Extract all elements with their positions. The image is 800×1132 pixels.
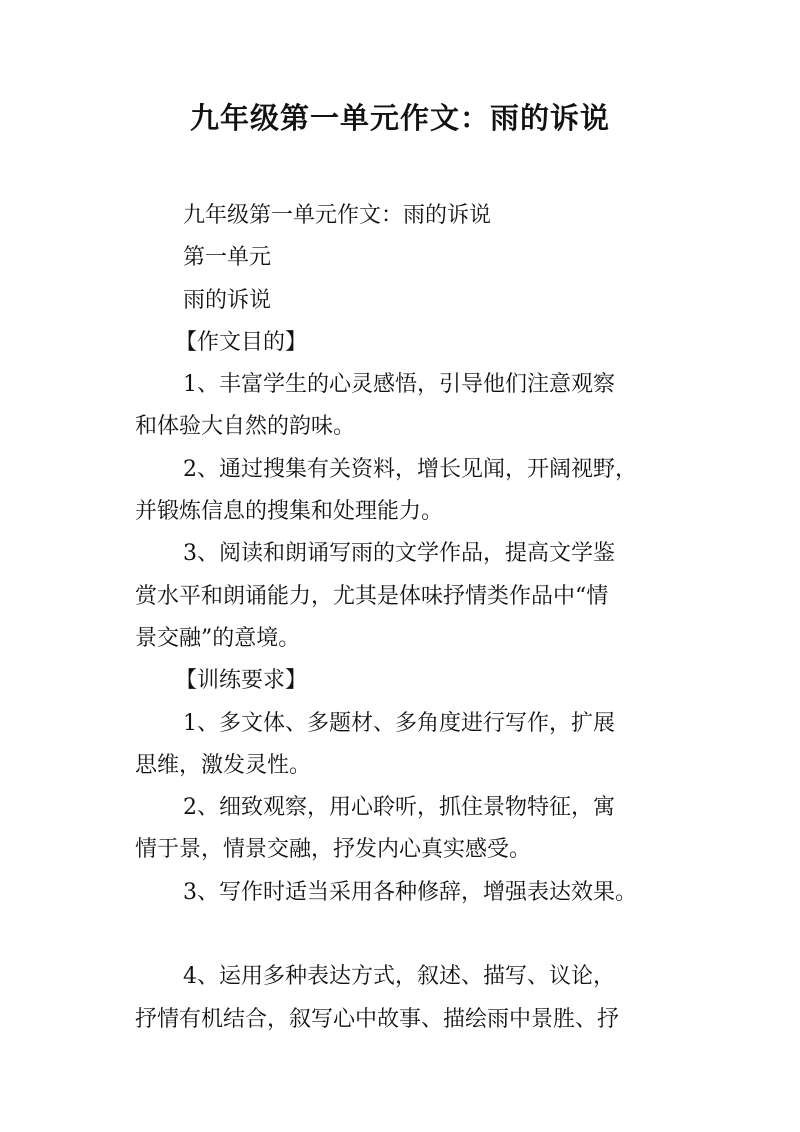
paragraph-line-unit: 第一单元 bbox=[183, 245, 272, 271]
paragraph-line: 并锻炼信息的搜集和处理能力。 bbox=[135, 499, 444, 525]
paragraph-line: 抒情有机结合，叙写心中故事、描绘雨中景胜、抒 bbox=[135, 1006, 620, 1032]
paragraph-line: 2、细致观察，用心聆听，抓住景物特征，寓 bbox=[183, 795, 615, 821]
paragraph-line: 思维，激发灵性。 bbox=[135, 752, 312, 778]
paragraph-line: 2、通过搜集有关资料，增长见闻，开阔视野， bbox=[183, 456, 637, 482]
paragraph-line: 赏水平和朗诵能力，尤其是体味抒情类作品中“情 bbox=[135, 583, 609, 609]
paragraph-line-topic: 雨的诉说 bbox=[183, 287, 272, 313]
section-heading-requirements: 【训练要求】 bbox=[175, 668, 308, 694]
paragraph-line: 景交融”的意境。 bbox=[135, 625, 301, 651]
paragraph-line: 和体验大自然的韵味。 bbox=[135, 414, 356, 440]
paragraph-line: 情于景，情景交融，抒发内心真实感受。 bbox=[135, 837, 532, 863]
paragraph-line: 3、阅读和朗诵写雨的文学作品，提高文学鉴 bbox=[183, 541, 615, 567]
paragraph-line: 4、运用多种表达方式，叙述、描写、议论， bbox=[183, 964, 615, 990]
document-body bbox=[135, 195, 665, 1041]
document-title: 九年级第一单元作文：雨的诉说 bbox=[189, 101, 610, 135]
blank-line bbox=[135, 914, 665, 956]
paragraph-line-subtitle: 九年级第一单元作文：雨的诉说 bbox=[183, 203, 492, 228]
paragraph-line: 1、多文体、多题材、多角度进行写作，扩展 bbox=[183, 710, 615, 736]
paragraph-line: 1、丰富学生的心灵感悟，引导他们注意观察 bbox=[183, 372, 615, 398]
paragraph-line: 3、写作时适当采用各种修辞，增强表达效果。 bbox=[183, 879, 637, 905]
section-heading-purpose: 【作文目的】 bbox=[175, 329, 308, 355]
